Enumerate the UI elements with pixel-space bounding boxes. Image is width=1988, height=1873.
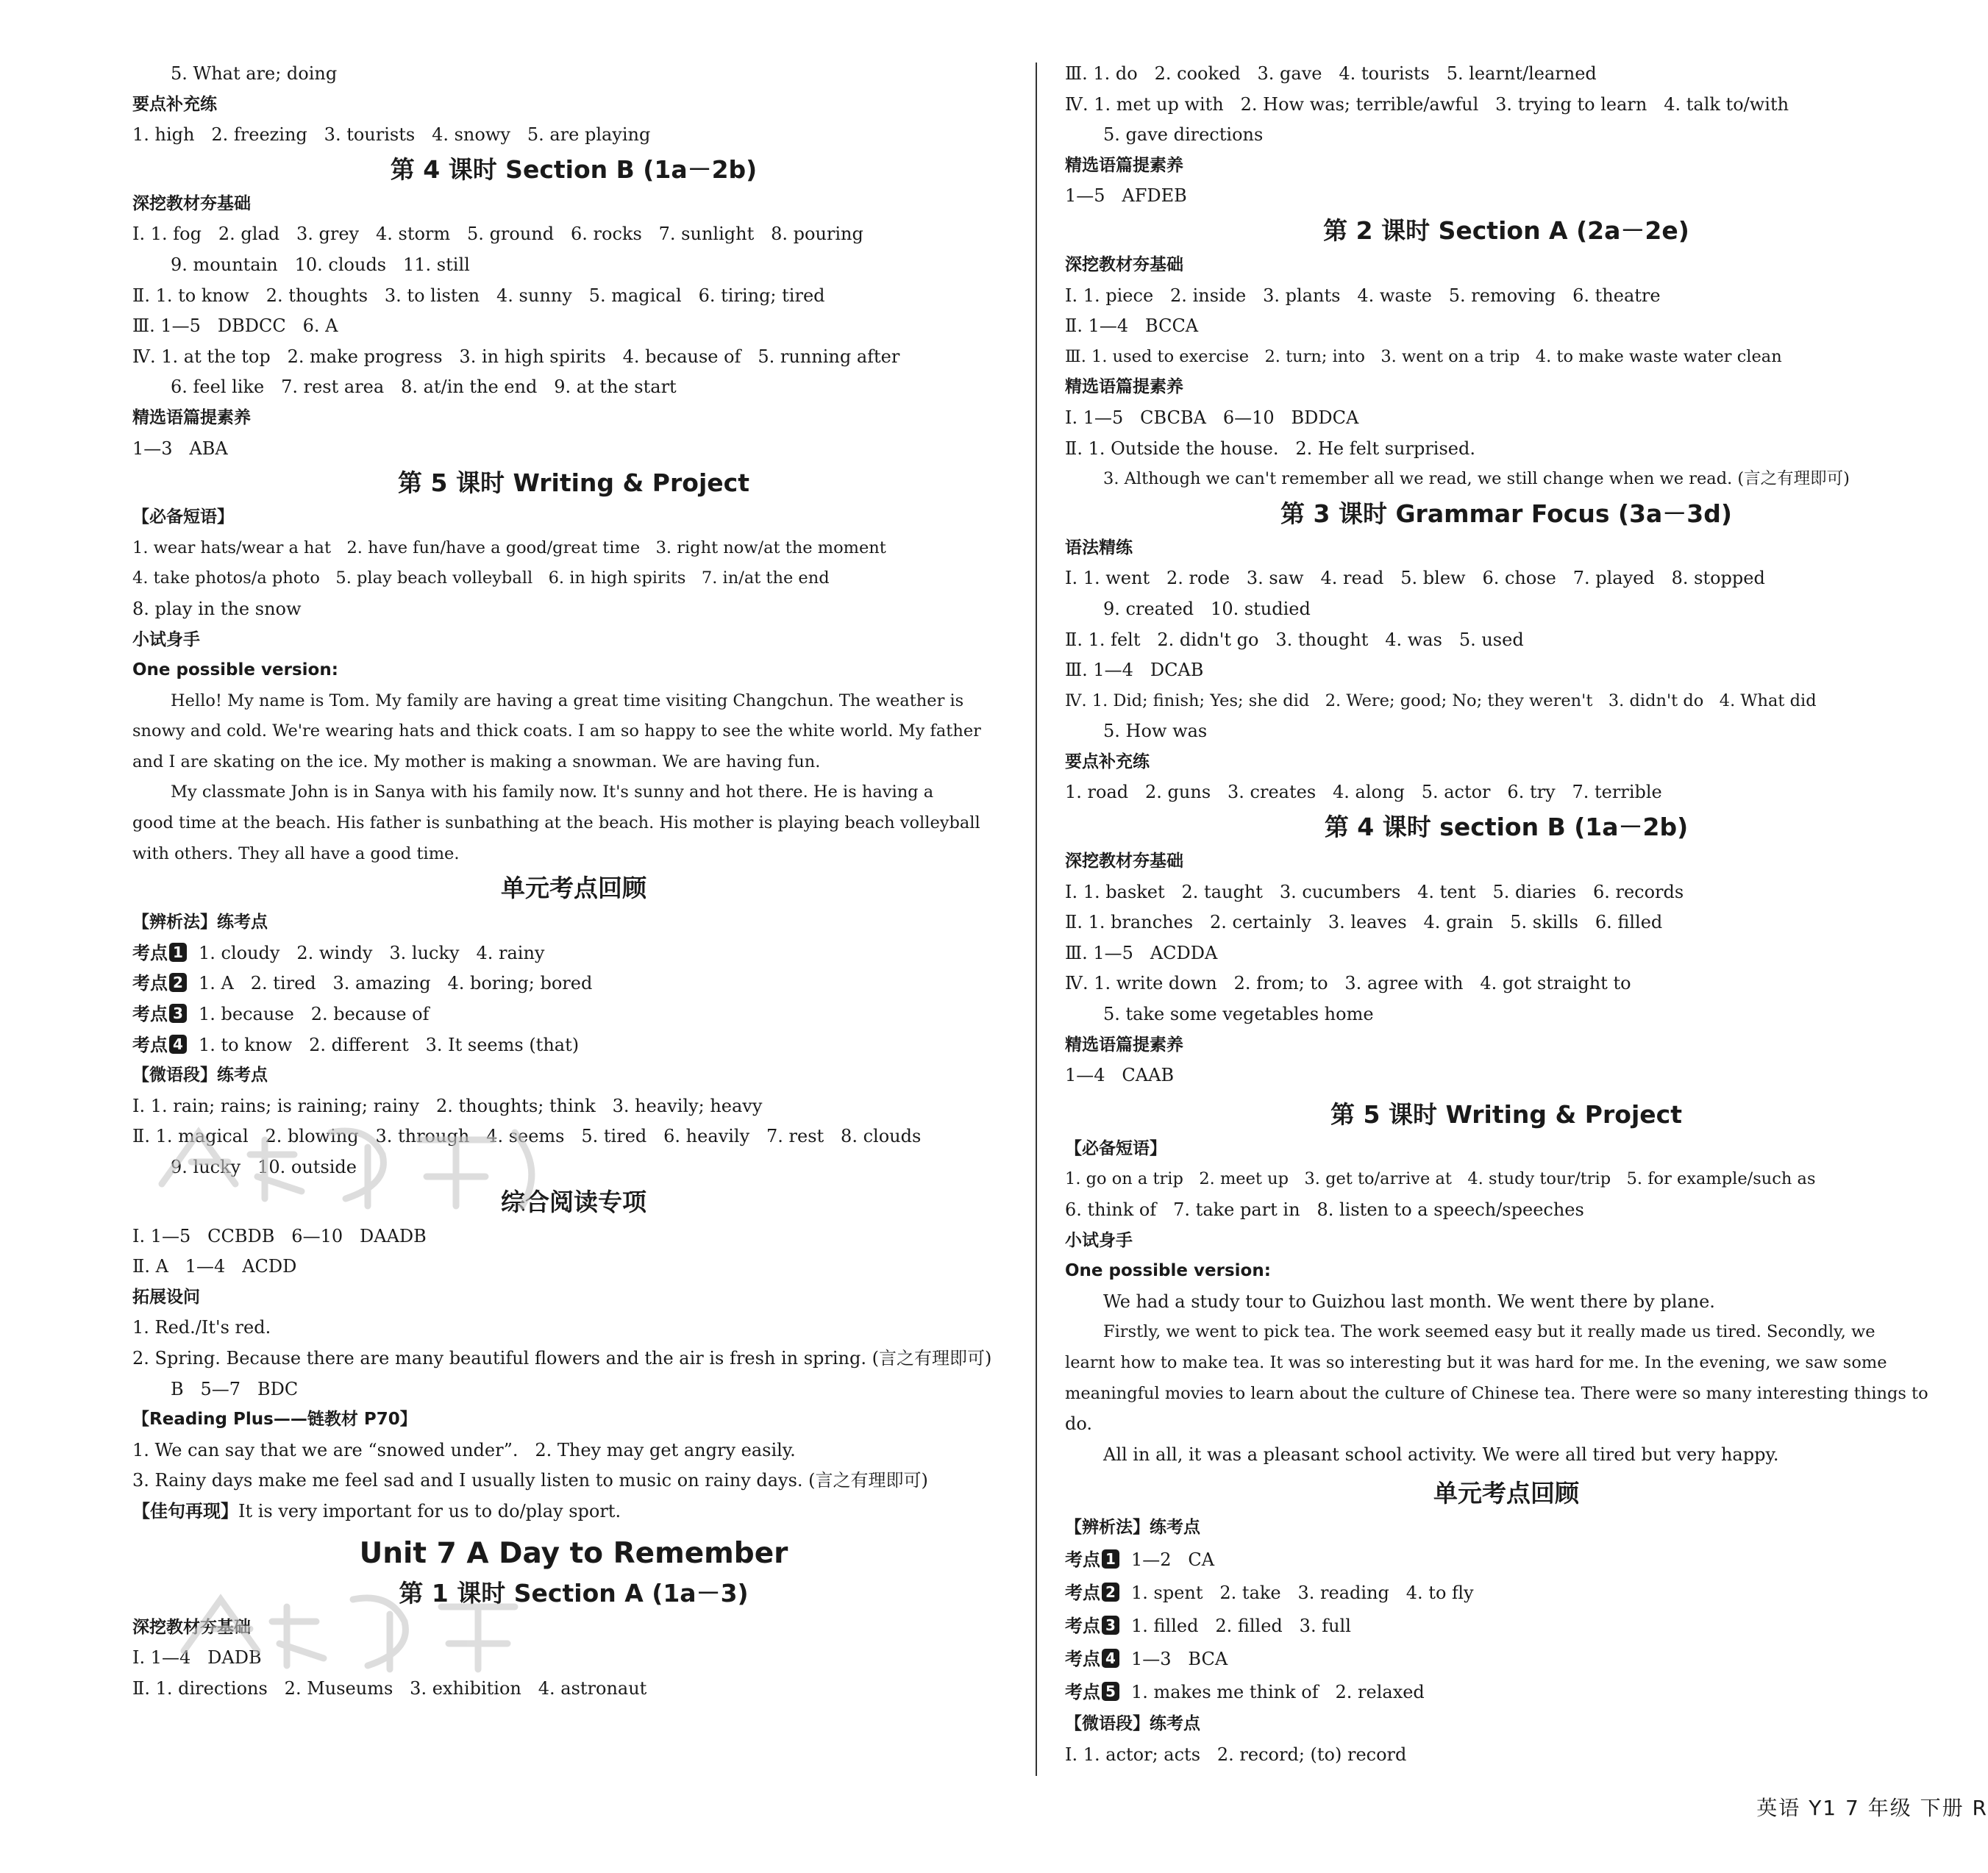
section-label: 【微语段】练考点 [132, 1066, 268, 1085]
section-label: 要点补充练 [132, 94, 217, 114]
exam-point-label: 考点 [1065, 1681, 1100, 1702]
exam-point-label: 考点 [1065, 1582, 1100, 1603]
exam-point-label: 考点 [132, 942, 168, 963]
essay-line: Firstly, we went to pick tea. The work seemed easy but it really made us tired. Secondly, we [1103, 1322, 1875, 1342]
section-label: 【Reading Plus——链教材 P70】 [132, 1410, 417, 1430]
essay-line: Hello! My name is Tom. My family are having a great time visiting Changchun. The weather is [171, 691, 964, 710]
exam-point-row [1065, 1676, 1948, 1709]
answer-line: Ⅲ. 1—5 ACDDA [1065, 942, 1218, 963]
section-label: 精选语篇提素养 [1065, 155, 1183, 175]
answer-line: Ⅱ. 1. to know 2. thoughts 3. to listen 4. sunny 5. magical 6. tiring; tired [132, 285, 825, 306]
version-label: One possible version: [132, 660, 338, 680]
exam-point-row [132, 938, 1015, 969]
exam-point-row [1065, 1643, 1948, 1676]
section-label: 深挖教材夯基础 [132, 1617, 251, 1637]
section-label: 【必备短语】 [132, 507, 234, 527]
answer-line: Ⅳ. 1. at the top 2. make progress 3. in high spirits 4. because of 5. running after [132, 346, 900, 367]
answer-line: 1. We can say that we are “snowed under”. 2. They may get angry easily. [132, 1439, 796, 1460]
exam-point-number: 2 [169, 973, 187, 992]
answer-line: 1—3 ABA [132, 438, 228, 459]
answer-line: Ⅱ. 1. magical 2. blowing 3. through 4. seems 5. tired 6. heavily 7. rest 8. clouds [132, 1126, 922, 1147]
exam-point-number: 1 [169, 943, 187, 962]
exam-point-number: 3 [1102, 1616, 1119, 1635]
section-label: 【微语段】练考点 [1065, 1713, 1200, 1733]
essay-line: and I are skating on the ice. My mother is making a snowman. We are having fun. [132, 752, 821, 771]
section-label: 精选语篇提素养 [132, 407, 251, 427]
answer-line: Ⅲ. 1—4 DCAB [1065, 660, 1204, 681]
answer-line: Ⅰ. 1—5 CCBDB 6—10 DAADB [132, 1225, 427, 1246]
unit-title: Unit 7 A Day to Remember [359, 1536, 788, 1570]
exam-point-row [1065, 1544, 1948, 1577]
page-footer: 英语 Y1 7 年级 下册 R [1756, 1796, 1988, 1820]
section-label: 小试身手 [1065, 1230, 1133, 1250]
exam-point-number: 4 [1102, 1649, 1119, 1668]
exam-point-row [1065, 1577, 1948, 1610]
section-label: 【辨析法】练考点 [1065, 1518, 1200, 1538]
section-label: 精选语篇提素养 [1065, 1035, 1183, 1055]
answer-line: 3. Although we can't remember all we read, we still change when we read. (言之有理即可) [1103, 469, 1850, 489]
answer-line: 1. go on a trip 2. meet up 3. get to/arrive at 4. study tour/trip 5. for example/such as [1065, 1169, 1816, 1189]
exam-point-label: 考点 [1065, 1615, 1100, 1636]
answer-line: Ⅱ. 1. branches 2. certainly 3. leaves 4. grain 5. skills 6. filled [1065, 912, 1663, 933]
answer-line: 9. mountain 10. clouds 11. still [171, 254, 470, 275]
answer-line: 6. feel like 7. rest area 8. at/in the end 9. at the start [171, 377, 677, 398]
answer-line: 3. Rainy days make me feel sad and I usually listen to music on rainy days. (言之有理即可) [132, 1470, 928, 1491]
answer-line: Ⅲ. 1—5 DBDCC 6. A [132, 315, 338, 337]
answer-line: 1. high 2. freezing 3. tourists 4. snowy 5. are playing [132, 124, 651, 146]
answer-line: Ⅰ. 1—5 CBCBA 6—10 BDDCA [1065, 407, 1359, 428]
exam-point-number: 4 [169, 1035, 187, 1054]
exam-point-row [132, 1030, 1015, 1061]
answer-line: Ⅳ. 1. write down 2. from; to 3. agree with 4. got straight to [1065, 973, 1631, 994]
exam-point-label: 考点 [1065, 1648, 1100, 1669]
lesson-heading: 第 4 课时 section B (1a－2b) [1324, 813, 1689, 842]
essay-line: good time at the beach. His father is sunbathing at the beach. His mother is playing beach volleyball [132, 813, 980, 833]
exam-point-number: 3 [169, 1004, 187, 1023]
answer-line: 8. play in the snow [132, 598, 302, 619]
answer-text: 1. because 2. because of [199, 1004, 430, 1025]
essay-line: with others. They all have a good time. [132, 843, 460, 863]
answer-text: It is very important for us to do/play sport. [238, 1500, 621, 1521]
lesson-heading: 第 1 课时 Section A (1a－3) [399, 1578, 749, 1608]
lesson-heading: 第 5 课时 Writing & Project [1330, 1099, 1682, 1129]
answer-line: Ⅲ. 1. do 2. cooked 3. gave 4. tourists 5. learnt/learned [1065, 63, 1597, 84]
section-label: 小试身手 [132, 629, 200, 649]
answer-text: 1. to know 2. different 3. It seems (that) [199, 1034, 580, 1055]
answer-line: 4. take photos/a photo 5. play beach volleyball 6. in high spirits 7. in/at the end [132, 568, 830, 588]
lesson-heading: 第 3 课时 Grammar Focus (3a－3d) [1280, 499, 1732, 528]
answer-line: Ⅰ. 1. piece 2. inside 3. plants 4. waste 5. removing 6. theatre [1065, 285, 1661, 306]
section-label: 要点补充练 [1065, 752, 1150, 771]
answer-line: 9. lucky 10. outside [171, 1157, 357, 1177]
section-label: 深挖教材夯基础 [132, 193, 251, 213]
answer-line: 1. road 2. guns 3. creates 4. along 5. actor 6. try 7. terrible [1065, 782, 1662, 803]
section-label: 【必备短语】 [1065, 1138, 1166, 1158]
answer-line: Ⅱ. A 1—4 ACDD [132, 1256, 297, 1277]
section-label: 【佳句再现】 [132, 1500, 238, 1521]
lesson-heading: 第 2 课时 Section A (2a－2e) [1323, 215, 1689, 245]
answer-line: 9. created 10. studied [1103, 598, 1311, 619]
essay-line: snowy and cold. We're wearing hats and thick coats. I am so happy to see the white world. My father [132, 721, 981, 741]
answer-line: Ⅰ. 1. went 2. rode 3. saw 4. read 5. blew 6. chose 7. played 8. stopped [1065, 568, 1765, 589]
answer-line: Ⅰ. 1. rain; rains; is raining; rainy 2. thoughts; think 3. heavily; heavy [132, 1095, 763, 1116]
review-heading: 单元考点回顾 [1433, 1479, 1579, 1508]
answer-line: 6. think of 7. take part in 8. listen to a speech/speeches [1065, 1199, 1584, 1220]
answer-text: 1—3 BCA [1131, 1648, 1228, 1669]
answer-line: Ⅱ. 1. Outside the house. 2. He felt surprised. [1065, 438, 1475, 459]
answer-line: Ⅱ. 1. felt 2. didn't go 3. thought 4. was 5. used [1065, 629, 1524, 650]
reading-heading: 综合阅读专项 [501, 1187, 646, 1216]
answer-line: 1—5 AFDEB [1065, 185, 1187, 207]
right-column [1065, 59, 1948, 1770]
answer-line: Ⅱ. 1—4 BCCA [1065, 315, 1199, 337]
answer-line: Ⅰ. 1. actor; acts 2. record; (to) record [1065, 1744, 1407, 1765]
answer-line: 5. gave directions [1103, 124, 1264, 146]
answer-line: Ⅰ. 1—4 DADB [132, 1647, 262, 1669]
exam-point-label: 考点 [132, 1004, 168, 1025]
answer-line: 1—4 CAAB [1065, 1065, 1175, 1086]
answer-line: Ⅳ. 1. met up with 2. How was; terrible/awful 3. trying to learn 4. talk to/with [1065, 93, 1789, 115]
exam-point-row [132, 999, 1015, 1030]
answer-line: Ⅲ. 1. used to exercise 2. turn; into 3. went on a trip 4. to make waste water clean [1065, 346, 1782, 366]
exam-point-number: 5 [1102, 1682, 1119, 1701]
essay-line: My classmate John is in Sanya with his family now. It's sunny and hot there. He is having a [171, 782, 934, 802]
section-label: 深挖教材夯基础 [1065, 254, 1183, 274]
answer-line: 2. Spring. Because there are many beautiful flowers and the air is fresh in spring. (言之有理即可) [132, 1347, 992, 1369]
answer-line: Ⅰ. 1. basket 2. taught 3. cucumbers 4. tent 5. diaries 6. records [1065, 881, 1684, 902]
essay-line: All in all, it was a pleasant school activity. We were all tired but very happy. [1103, 1444, 1779, 1465]
answer-line: Ⅰ. 1. fog 2. glad 3. grey 4. storm 5. ground 6. rocks 7. sunlight 8. pouring [132, 224, 863, 245]
answer-line: 1. wear hats/wear a hat 2. have fun/have a good/great time 3. right now/at the moment [132, 538, 886, 557]
exam-point-label: 考点 [1065, 1549, 1100, 1570]
answer-text: 1. spent 2. take 3. reading 4. to fly [1131, 1582, 1474, 1603]
answer-line [132, 1496, 1015, 1527]
exam-point-row [132, 968, 1015, 999]
answer-text: 1—2 CA [1131, 1549, 1215, 1570]
answer-text: 1. cloudy 2. windy 3. lucky 4. rainy [199, 942, 545, 963]
review-heading: 单元考点回顾 [501, 874, 646, 903]
section-label: 拓展设问 [132, 1287, 200, 1307]
exam-point-label: 考点 [132, 973, 168, 994]
answer-text: 1. filled 2. filled 3. full [1131, 1615, 1351, 1636]
exam-point-number: 1 [1102, 1549, 1119, 1569]
answer-line: 1. Red./It's red. [132, 1317, 271, 1338]
left-column [132, 59, 1015, 1704]
exam-point-number: 2 [1102, 1583, 1119, 1602]
version-label: One possible version: [1065, 1261, 1271, 1281]
section-label: 精选语篇提素养 [1065, 377, 1183, 397]
lesson-heading: 第 4 课时 Section B (1a－2b) [390, 154, 758, 184]
section-label: 语法精练 [1065, 538, 1133, 557]
answer-line: 5. take some vegetables home [1103, 1004, 1374, 1025]
answer-line: 5. How was [1103, 721, 1208, 742]
answer-line: Ⅳ. 1. Did; finish; Yes; she did 2. Were; good; No; they weren't 3. didn't do 4. What did [1065, 691, 1817, 710]
exam-point-row [1065, 1610, 1948, 1643]
answer-line: Ⅱ. 1. directions 2. Museums 3. exhibition 4. astronaut [132, 1677, 647, 1699]
essay-line: do. [1065, 1413, 1093, 1435]
answer-text: 1. A 2. tired 3. amazing 4. boring; bored [199, 973, 593, 994]
lesson-heading: 第 5 课时 Writing & Project [398, 468, 749, 498]
exam-point-label: 考点 [132, 1034, 168, 1055]
section-label: 【辨析法】练考点 [132, 913, 268, 932]
essay-line: We had a study tour to Guizhou last month. We went there by plane. [1103, 1291, 1715, 1312]
essay-line: learnt how to make tea. It was so interesting but it was hard for me. In the evening, we saw some [1065, 1352, 1887, 1372]
essay-line: meaningful movies to learn about the culture of Chinese tea. There were so many interesting things to [1065, 1383, 1928, 1403]
answer-line: 5. What are; doing [171, 63, 338, 84]
column-divider [1036, 63, 1037, 1776]
answer-line: B 5—7 BDC [171, 1378, 299, 1399]
section-label: 深挖教材夯基础 [1065, 852, 1183, 871]
answer-text: 1. makes me think of 2. relaxed [1131, 1681, 1425, 1702]
